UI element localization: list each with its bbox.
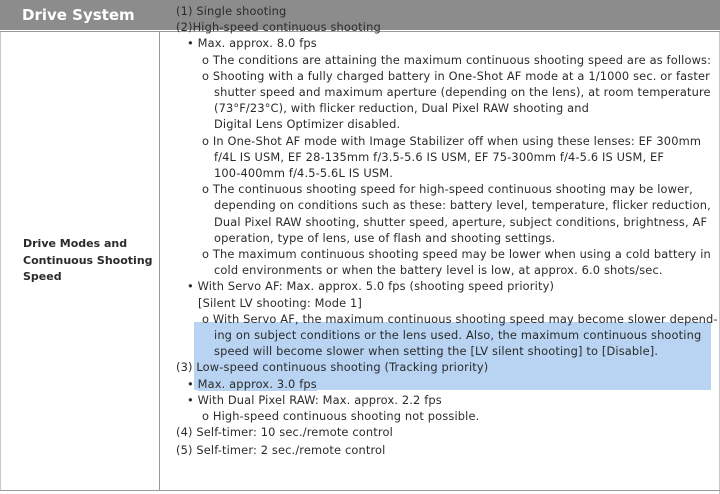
silent-lv-line: speed will become slower when setting the [LV silent shooting] to [Disable]. bbox=[214, 344, 659, 359]
condition-line: Dual Pixel RAW shooting, shutter speed, aperture, subject conditions, brightness, AF bbox=[214, 214, 708, 229]
high-speed-max: • Max. approx. 8.0 fps bbox=[187, 36, 317, 51]
condition-line: o The maximum continuous shooting speed may be lower when using a cold battery in bbox=[202, 247, 711, 262]
low-speed-heading: (3) Low-speed continuous shooting (Tracking priority) bbox=[176, 360, 489, 375]
silent-lv-line: ing on subject conditions or the lens used. Also, the maximum continuous shooting bbox=[214, 328, 702, 343]
low-speed-max: Max. approx. 3.0 fps bbox=[197, 376, 317, 391]
condition-line: o In One-Shot AF mode with Image Stabilizer off when using these lenses: EF 300mm bbox=[202, 133, 702, 148]
row-label-line: Continuous Shooting bbox=[23, 253, 153, 267]
dual-pixel-note: o High-speed continuous shooting not possible. bbox=[202, 409, 480, 424]
condition-line: f/4L IS USM, EF 28-135mm f/3.5-5.6 IS USM, EF 75-300mm f/4-5.6 IS USM, EF bbox=[214, 149, 665, 164]
condition-line: (73°F/23°C), with flicker reduction, Dual Pixel RAW shooting and bbox=[214, 101, 590, 116]
low-speed-max-row bbox=[176, 376, 716, 392]
condition-line: o The continuous shooting speed for high-speed continuous shooting may be lower, bbox=[202, 182, 693, 197]
single-shooting: (1) Single shooting bbox=[176, 4, 287, 18]
high-speed-heading: (2)High-speed continuous shooting bbox=[176, 20, 381, 35]
condition-line: depending on conditions such as these: battery level, temperature, flicker reduction, bbox=[214, 198, 711, 213]
self-timer-10: (4) Self-timer: 10 sec./remote control bbox=[176, 425, 393, 440]
silent-lv-title: [Silent LV shooting: Mode 1] bbox=[198, 295, 363, 310]
section-title: Drive System bbox=[22, 6, 135, 24]
row-label bbox=[23, 236, 153, 286]
value-cell bbox=[176, 3, 716, 459]
condition-line: o Shooting with a fully charged battery in One-Shot AF mode at a 1/1000 sec. or faster bbox=[202, 68, 710, 83]
condition-line: Digital Lens Optimizer disabled. bbox=[214, 117, 401, 132]
condition-intro: o The conditions are attaining the maximum continuous shooting speed are as follows: bbox=[202, 52, 712, 67]
condition-line: cold environments or when the battery level is low, at approx. 6.0 shots/sec. bbox=[214, 263, 663, 278]
condition-line: operation, type of lens, use of flash and shooting settings. bbox=[214, 230, 556, 245]
label-cell bbox=[0, 32, 160, 490]
row-label-line: Drive Modes and bbox=[23, 237, 128, 250]
servo-af-speed: • With Servo AF: Max. approx. 5.0 fps (shooting speed priority) bbox=[187, 279, 555, 294]
dual-pixel-speed: • With Dual Pixel RAW: Max. approx. 2.2 fps bbox=[187, 392, 442, 407]
row-label-line: Speed bbox=[23, 270, 62, 283]
row-divider bbox=[0, 490, 720, 491]
self-timer-2: (5) Self-timer: 2 sec./remote control bbox=[176, 443, 386, 458]
bullet: • bbox=[187, 376, 198, 391]
condition-line: shutter speed and maximum aperture (depending on the lens), at room temperature bbox=[214, 85, 711, 100]
condition-line: 100-400mm f/4.5-5.6L IS USM. bbox=[214, 166, 393, 181]
silent-lv-line: o With Servo AF, the maximum continuous shooting speed may become slower depend- bbox=[202, 311, 718, 326]
